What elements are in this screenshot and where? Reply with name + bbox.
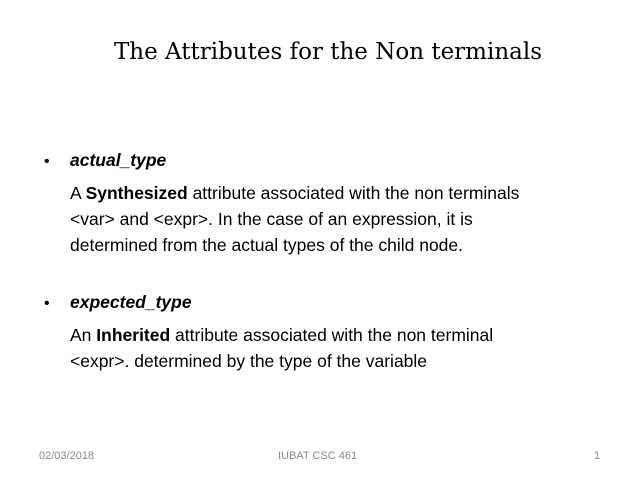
bullet-expected-type — [44, 289, 493, 374]
footer-course: IUBAT CSC 461 — [278, 450, 358, 462]
description-keyword: Inherited — [96, 325, 171, 345]
slide-title: The Attributes for the Non terminals — [113, 39, 543, 65]
bullet-description — [70, 180, 519, 258]
description-text: attribute associated with the non terminals — [187, 183, 520, 203]
description-line — [70, 322, 493, 348]
footer-page-number: 1 — [594, 450, 601, 462]
bullet-description — [70, 322, 493, 374]
description-line: <expr>. determined by the type of the variable — [70, 351, 428, 371]
description-line: determined from the actual types of the child node. — [70, 235, 464, 255]
description-keyword: Synthesized — [85, 183, 188, 203]
description-line — [70, 180, 519, 206]
bullet-term: expected_type — [70, 292, 192, 312]
description-text: An — [70, 325, 97, 345]
bullet-actual-type — [44, 147, 519, 258]
description-text: A — [70, 183, 86, 203]
description-text: attribute associated with the non terminal — [170, 325, 494, 345]
bullet-term: actual_type — [70, 150, 167, 170]
description-line: <var> and <expr>. In the case of an expression, it is — [70, 209, 473, 229]
footer-date: 02/03/2018 — [39, 450, 95, 462]
bullet-heading — [44, 147, 519, 173]
bullet-icon: • — [44, 153, 50, 170]
bullet-icon: • — [44, 295, 50, 312]
bullet-heading — [44, 289, 493, 315]
